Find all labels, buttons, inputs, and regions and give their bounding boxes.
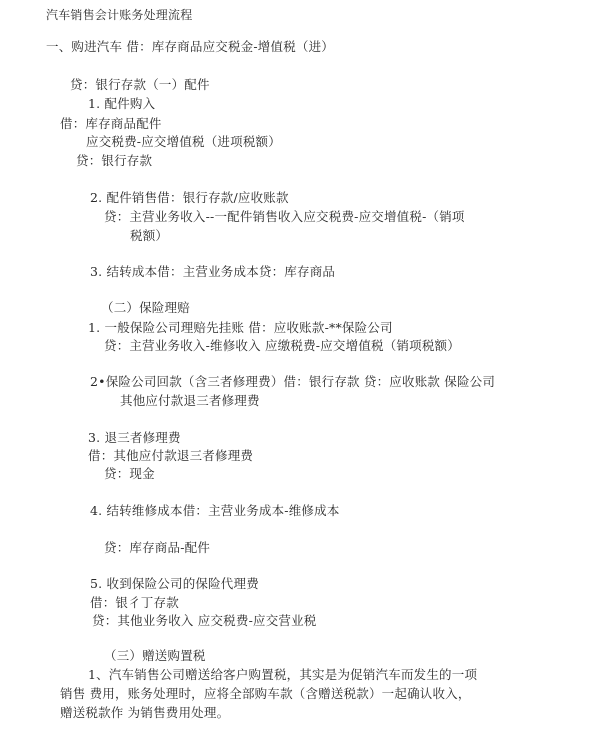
text-line: 应交税费-应交增值税（进项税额） — [86, 134, 281, 149]
text-line: 赠送税款作 为销售费用处理。 — [60, 705, 230, 720]
section-heading: （三）赠送购置税 — [104, 648, 206, 663]
text-line: 借：银彳丁存款 — [90, 595, 179, 610]
text-line: 贷：其他业务收入 应交税费-应交营业税 — [92, 613, 317, 628]
text-line: 贷：主营业务收入--一配件销售收入应交税费-应交增值税-（销项 — [104, 209, 465, 224]
text-line: 贷：银行存款 — [76, 153, 153, 168]
text-line: 5. 收到保险公司的保险代理费 — [90, 576, 259, 591]
section-heading: （二）保险理赔 — [101, 300, 190, 315]
text-line: 2•保险公司回款（含三者修理费）借：银行存款 贷：应收账款 保险公司 — [90, 374, 496, 389]
text-line: 2. 配件销售借：银行存款/应收账款 — [90, 190, 289, 205]
text-line: 借：其他应付款退三者修理费 — [88, 448, 254, 463]
text-line: 借：库存商品配件 — [60, 116, 162, 131]
text-line: 贷：银行存款（一）配件 — [70, 77, 210, 92]
text-line: 贷：库存商品-配件 — [104, 540, 211, 555]
text-line: 3. 退三者修理费 — [88, 430, 181, 445]
document-title: 汽车销售会计账务处理流程 — [46, 8, 193, 22]
text-line: 4. 结转维修成本借：主营业务成本-维修成本 — [90, 503, 340, 518]
text-line: 销售 费用，账务处理时，应将全部购车款（含赠送税款）一起确认收入， — [60, 686, 471, 701]
text-line: 1、汽车销售公司赠送给客户购置税，其实是为促销汽车而发生的一项 — [88, 667, 478, 682]
text-line: 一、购进汽车 借：库存商品应交税金-增值税（进） — [46, 39, 334, 54]
text-line: 贷：现金 — [104, 466, 155, 481]
text-line: 税额） — [130, 228, 169, 243]
text-line: 1. 一般保险公司理赔先挂账 借：应收账款-**保险公司 — [88, 320, 393, 335]
text-line: 1. 配件购入 — [88, 96, 156, 111]
text-line: 3. 结转成本借：主营业务成本贷：库存商品 — [90, 264, 336, 279]
text-line: 贷：主营业务收入-维修收入 应缴税费-应交增值税（销项税额） — [104, 338, 460, 353]
text-line: 其他应付款退三者修理费 — [120, 393, 260, 408]
